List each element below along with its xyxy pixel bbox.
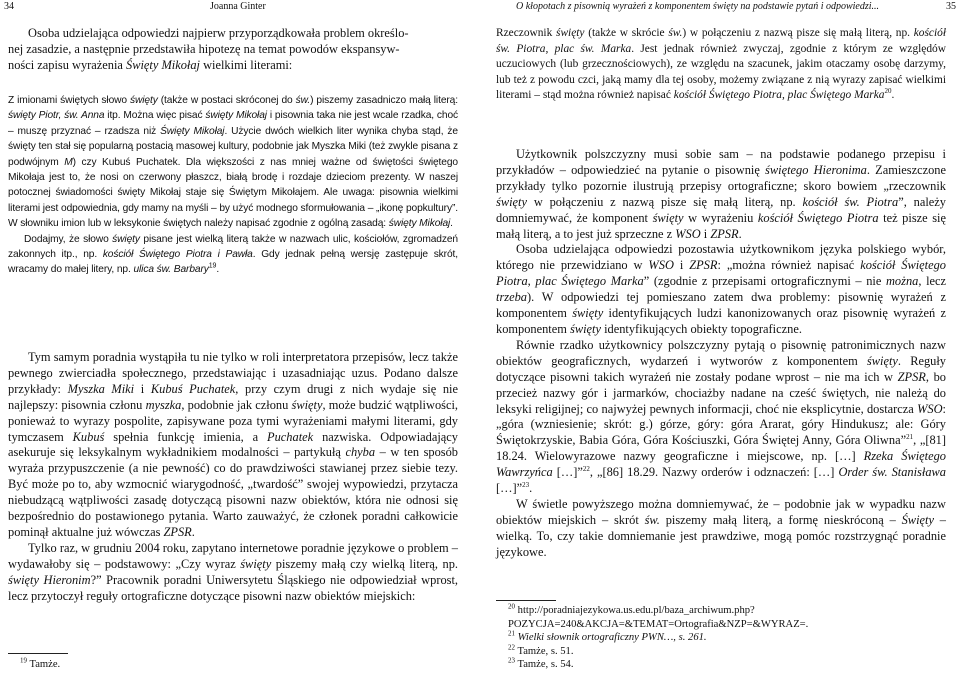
footnote-ref-21: 21	[906, 433, 914, 442]
body-paragraph-r3: Równie rzadko użytkownicy polszczyzny pytają o pisownię patronimicznych nazw obiektów geograficznych, wydarzeń i wytworów z komponentem święty. Reguły dotyczące pisowni takich wyrażeń nie zostały podane wprost – nie ma ich w ZPSR, bo przecież nazwy gór i jarmarków, chociażby nadane na cześć świętych, nie należą do leksyki religijnej; co najwyżej pewnych informacji, choć nie eksplicytnie, dostarcza WSO: „góra (wzniesienie; skrót: g.) górze, góry: góra Ararat, góry Hindukusz; ale: Góry Świętokrzyskie, Babia Góra, Góra Kościuszki, Góra Świętej Anny, Góra Oliwna”$^{21}$, „[81] 18.24. Wielowyrazowe nazwy geograficzne i miejscowe, np. […] Rzeka Świętego Wawrzyńca […]”$^{22}$, „[86] 18.29. Nazwy orderów i odznaczeń: […] Order św. Stanisława […]”$^{23}$.	[496, 337, 947, 496]
block-quote-left	[8, 93, 458, 278]
quote-paragraph-1: Z imionami świętych słowo święty (także w postaci skróconej do św.) piszemy zasadniczo małą literą: święty Piotr, św. Anna itp. Można więc pisać święty Mikołaj i pisownia taka nie jest wcale rzadka, choć – muszę przyznać – rzadsza niż Święty Mikołaj. Użycie dwóch wielkich liter wynika chyba stąd, że święty ten stał się popularną postacią masowej kultury, podobnie jak Myszka Miki (też zwykle pisana z podwójnym M) czy Kubuś Puchatek. Dla większości z nas mniej ważne od świętości świętego Mikołaja jest to, że nosi on czerwony płaszcz, białą brodę i rozdaje dzieciom prezenty. W naszej potocznej świadomości święty Mikołaj staje się Świętym Mikołajem. Ale uwaga: pisownia wielkimi literami jest odpowiednia, gdy mamy na myśli – by użyć modnego sformułowania – „ikonę popkultury”. W słowniku imion lub w leksykonie świętych należy napisać zgodnie z ogólną zasadą: święty Mikołaj.	[8, 95, 458, 230]
page-number-right: 35	[946, 1, 956, 12]
footnote-ref-19: 19	[208, 263, 217, 271]
body-paragraph-1: Tym samym poradnia wystąpiła tu nie tylko w roli interpretatora przepisów, lecz także pewnego zwierciadła społecznego, przedstawiając i uzasadniając uzus. Podano dalsze przykłady: Myszka Miki i Kubuś Puchatek, przy czym drugi z nich wydaje się nie najlepszy: pisownia członu myszka, podobnie jak członu święty, może budzić wątpliwości, ponieważ to wyrazy pospolite, zapisywane poza tymi wyrażeniami małymi literami, gdy tymczasem Kubuś spełnia funkcję imienia, a Puchatek nazwiska. Odpowiadający asekuruje się leksykalnym wykładnikiem modalności – partykułą chyba – w ten sposób wyraża przypuszczenie (a nie pewność) co do prawdziwości stawianej przez siebie tezy. Być może po to, aby wzmocnić wiarygodność, „twardość” swojej wypowiedzi, przytacza niebudzącą wątpliwości zasadę dotyczącą pisowni nazw obiektów, która nie odnosi się bezpośrednio do postawionego pytania. Warto zauważyć, że członek poradni całkowicie pominął aktualne już wówczas ZPSR.	[8, 350, 458, 539]
footnote-21: $^{21}$ Wielki słownik ortograficzny PWN…, s. 261.	[508, 629, 707, 644]
body-text-left	[8, 350, 458, 605]
intro-paragraph: Osoba udzielająca odpowiedzi najpierw przyporządkowała problem określo- nej zasadzie, a następnie przedstawiła hipotezę na temat powodów ekspansyw- ności zapisu wyrażenia Święty Mikołaj wielkimi literami:	[8, 26, 409, 72]
right-page	[488, 0, 960, 673]
footnote-22: $^{22}$ Tamże, s. 51.	[508, 643, 574, 657]
footnote-rule-right	[496, 600, 556, 601]
block-quote-right: Rzeczownik święty (także w skrócie św.) w połączeniu z nazwą pisze się małą literą, np. kościół św. Piotra, plac św. Marka. Jest jednak również zwyczaj, zgodnie z którym ze względów uczuciowych (lub grzecznościowych), ze względu na szacunek, jakim otaczamy osobę darzymy, lub też z powodu czci, jaką mamy dla tej osoby, możemy związane z nią wyrazy zapisać wielkimi literami – stąd można również napisać kościół Świętego Piotra, plac Świętego Marka$^{20}$.	[496, 27, 946, 102]
quote-paragraph-2: Dodajmy, że słowo święty pisane jest wielką literą także w nazwach ulic, kościołów, zgromadzeń zakonnych itp., np. kościół Świętego Piotra i Pawła. Gdy jednak pełną wersję zastępuje skrót, wracamy do małej litery, np. ulica św. Barbary$^{19}$.	[8, 233, 458, 276]
body-paragraph-2: Tylko raz, w grudniu 2004 roku, zapytano internetowe poradnie językowe o problem – wydawałoby się – podstawowy: „Czy wyraz święty piszemy małą czy wielką literą, np. święty Hieronim?” Pracownik poradni Uniwersytetu Śląskiego nie odpowiedział wprost, lecz przytoczył reguły ortograficzne dotyczące pisowni nazw obiektów miejskich:	[8, 540, 458, 603]
footnote-ref-23: 23	[522, 480, 530, 489]
footnote-20: $^{20}$ http://poradniajezykowa.us.edu.pl/baza_archiwum.php?POZYCJA=240&AKCJA=&TEMAT=Ortografia&NZP=&WYRAZ=.	[508, 602, 809, 630]
footnote-ref-20: 20	[884, 87, 892, 96]
footnote-19: $^{19}$ Tamże.	[20, 656, 61, 670]
body-text-right	[496, 147, 946, 561]
page-number-left: 34	[4, 1, 14, 12]
footnotes-right	[496, 604, 946, 672]
footnote-rule-left	[8, 653, 68, 654]
running-header-author: Joanna Ginter	[210, 1, 266, 12]
footnote-23: $^{23}$ Tamże, s. 54.	[508, 656, 574, 671]
running-header-title: O kłopotach z pisownią wyrażeń z komponentem święty na podstawie pytań i odpowiedzi...	[516, 1, 880, 12]
left-page	[0, 0, 472, 673]
body-paragraph-r4: W świetle powyższego można domniemywać, że – podobnie jak w wypadku nazw obiektów miejskich – skrót św. piszemy małą literą, a formę nieskróconą – Święty – wielką. To, czy takie domniemanie jest prawdziwe, mogą pomóc rozstrzygnąć poradnie językowe.	[496, 496, 946, 559]
body-paragraph-r1: Użytkownik polszczyzny musi sobie sam – na podstawie podanego przepisu i przykładów – odpowiedzieć na pytanie o pisownię świętego Hieronima. Zamieszczone przykłady tylko pozornie ilustrują przepisy ortograficzne; skoro bowiem „rzeczownik święty w połączeniu z nazwą pisze się małą literą, np. kościół św. Piotra”, należy domniemywać, że komponent święty w wyrażeniu kościół Świętego Piotra też pisze się małą literą, a to jest już sprzeczne z WSO i ZPSR.	[496, 147, 947, 241]
footnote-ref-22: 22	[582, 465, 590, 473]
body-paragraph-r2: Osoba udzielająca odpowiedzi pozostawia użytkownikom języka polskiego wybór, którego nie przewidziano w WSO i ZPSR: „można również napisać kościół Świętego Piotra, plac Świętego Marka” (zgodnie z przepisami ortograficznymi – nie można, lecz trzeba). W odpowiedzi tej pomieszano zatem dwa problemy: pisownię wyrażeń z komponentem święty identyfikujących ludzi kanonizowanych oraz pisownię wyrażeń z komponentem święty identyfikujących obiekty topograficzne.	[496, 242, 947, 336]
